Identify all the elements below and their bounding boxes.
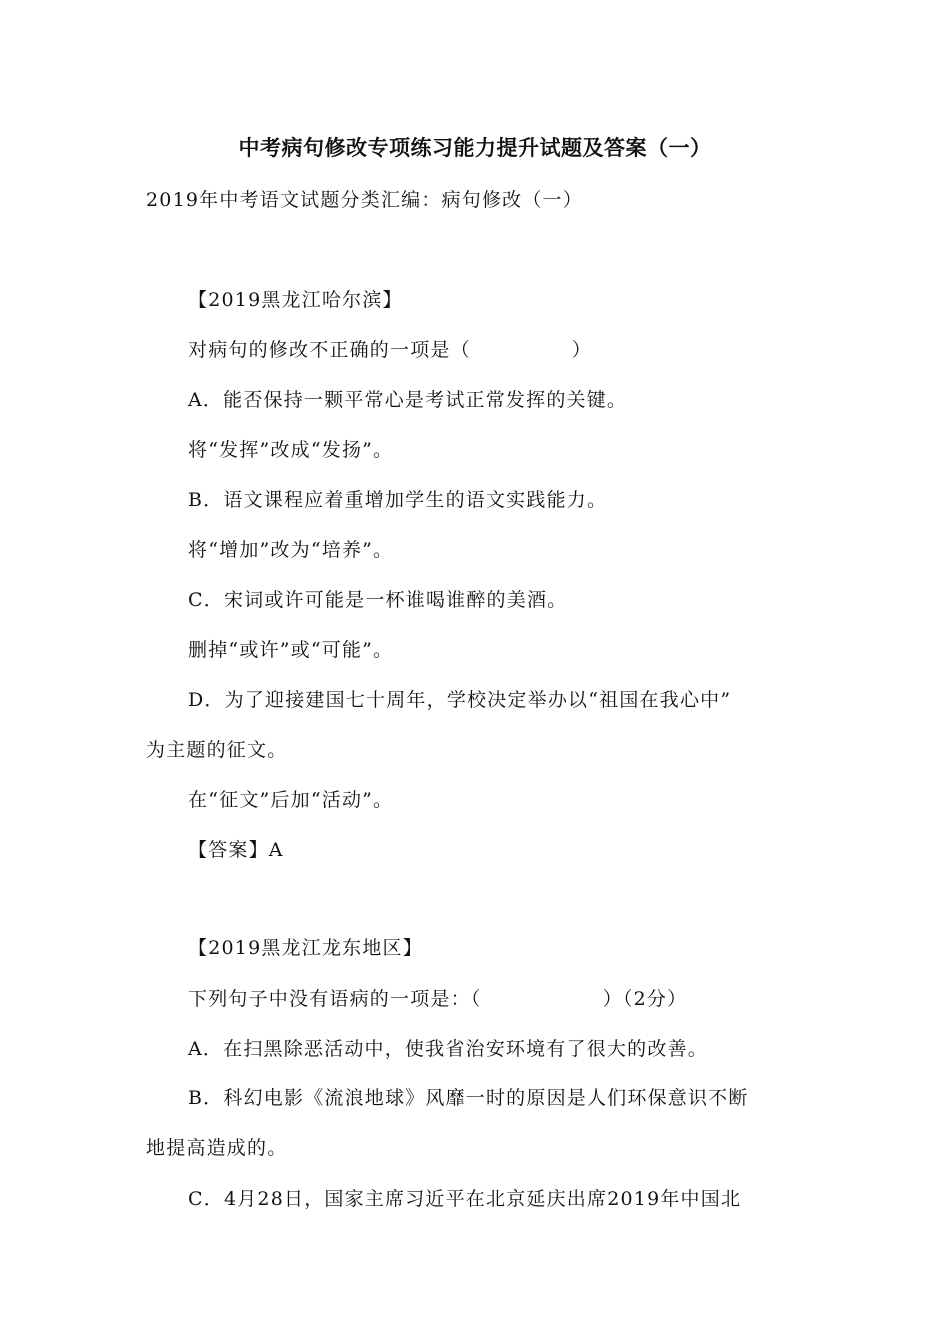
section2-source: 【2019黑龙江龙东地区】	[188, 937, 423, 959]
document-subtitle: 2019年中考语文试题分类汇编：病句修改（一）	[146, 189, 583, 211]
section1-option-d-line2: 为主题的征文。	[146, 739, 288, 761]
section2-option-b-line1: B．科幻电影《流浪地球》风靡一时的原因是人们环保意识不断	[188, 1087, 749, 1109]
section2-option-a: A．在扫黑除恶活动中，使我省治安环境有了很大的改善。	[188, 1038, 708, 1060]
section1-question: 对病句的修改不正确的一项是（ ）	[188, 339, 593, 361]
section1-option-c: C．宋词或许可能是一杯谁喝谁醉的美酒。	[188, 589, 568, 611]
section1-option-b: B．语文课程应着重增加学生的语文实践能力。	[188, 489, 608, 511]
section1-fix-a: 将“发挥”改成“发扬”。	[188, 439, 394, 461]
section2-question: 下列句子中没有语病的一项是：（ ）（2分）	[188, 988, 688, 1010]
section2-option-c-line1: C．4月28日，国家主席习近平在北京延庆出席2019年中国北	[188, 1188, 742, 1210]
section1-option-a: A．能否保持一颗平常心是考试正常发挥的关键。	[188, 389, 628, 411]
section2-option-b-line2: 地提高造成的。	[146, 1137, 288, 1159]
document-title: 中考病句修改专项练习能力提升试题及答案（一）	[238, 136, 712, 160]
section1-answer: 【答案】A	[188, 839, 284, 861]
section1-option-d-line1: D．为了迎接建国七十周年，学校决定举办以“祖国在我心中”	[188, 689, 732, 711]
section1-fix-b: 将“增加”改为“培养”。	[188, 539, 394, 561]
section1-source: 【2019黑龙江哈尔滨】	[188, 289, 403, 311]
section1-fix-d: 在“征文”后加“活动”。	[188, 789, 394, 811]
section1-fix-c: 删掉“或许”或“可能”。	[188, 639, 394, 661]
